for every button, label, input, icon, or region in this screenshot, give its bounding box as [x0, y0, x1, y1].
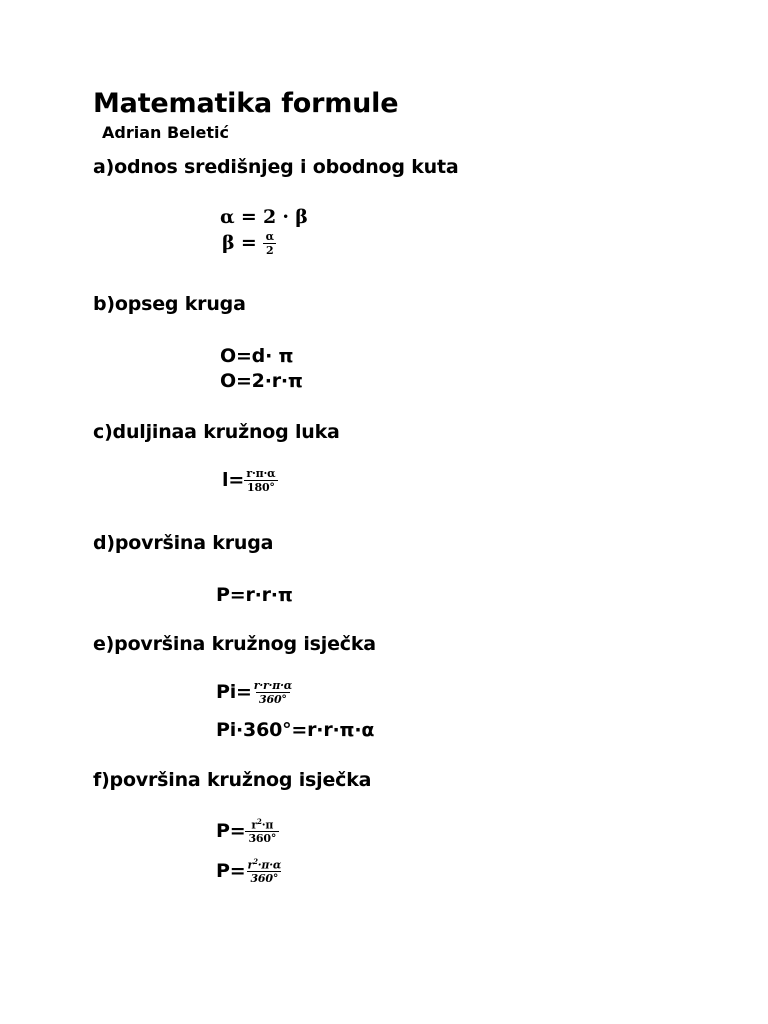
formula-sector-area-squared-alpha: [216, 858, 283, 885]
formula-lhs: P=: [216, 859, 246, 882]
formula-central-angle: α = 2 · β: [220, 206, 308, 228]
section-heading-a: a)odnos središnjeg i obodnog kuta: [93, 156, 459, 178]
author-name: Adrian Beletić: [102, 123, 229, 142]
fraction: [244, 468, 278, 493]
fraction-denominator: 2: [263, 243, 276, 257]
fraction-numerator: [249, 818, 275, 831]
fraction-denominator: 360°: [245, 831, 279, 845]
fraction-numerator: r·π·α: [246, 467, 276, 480]
fraction: [245, 818, 279, 845]
formula-lhs: P=: [216, 819, 246, 842]
page-title: Matematika formule: [93, 88, 399, 119]
fraction: [252, 680, 294, 705]
formula-circumference-radius: O=2·r·π: [220, 370, 303, 392]
formula-circle-area: P=r·r·π: [216, 584, 293, 606]
section-heading-e: e)površina kružnog isječka: [93, 633, 376, 655]
fraction-denominator: 360°: [256, 692, 290, 706]
section-heading-d: d)površina kruga: [93, 532, 274, 554]
fraction-denominator: 360°: [247, 871, 281, 885]
numerator-base: r: [251, 818, 258, 832]
numerator-exponent: 2: [257, 817, 262, 826]
numerator-base: r: [247, 858, 254, 872]
section-heading-f: f)površina kružnog isječka: [93, 769, 372, 791]
fraction-numerator: [245, 858, 283, 871]
fraction: [245, 858, 283, 885]
formula-lhs: l=: [222, 469, 245, 492]
fraction: [263, 231, 276, 256]
formula-lhs: Pi=: [216, 681, 252, 704]
numerator-rest: ·π·α: [257, 858, 282, 872]
formula-sector-area-squared: [216, 818, 279, 845]
numerator-rest: ·π: [261, 818, 274, 832]
formula-inscribed-angle: [222, 231, 276, 256]
fraction-denominator: 180°: [244, 480, 278, 494]
formula-arc-length: [222, 468, 278, 493]
fraction-numerator: α: [265, 230, 274, 243]
section-heading-c: c)duljinaa kružnog luka: [93, 421, 340, 443]
formula-lhs: β =: [222, 232, 257, 255]
formula-sector-area-rearranged: Pi·360°=r·r·π·α: [216, 719, 375, 741]
section-heading-b: b)opseg kruga: [93, 293, 246, 315]
numerator-exponent: 2: [253, 857, 258, 866]
formula-sector-area: [216, 680, 294, 705]
fraction-numerator: r·r·π·α: [253, 679, 292, 692]
formula-circumference-diameter: O=d· π: [220, 345, 294, 367]
